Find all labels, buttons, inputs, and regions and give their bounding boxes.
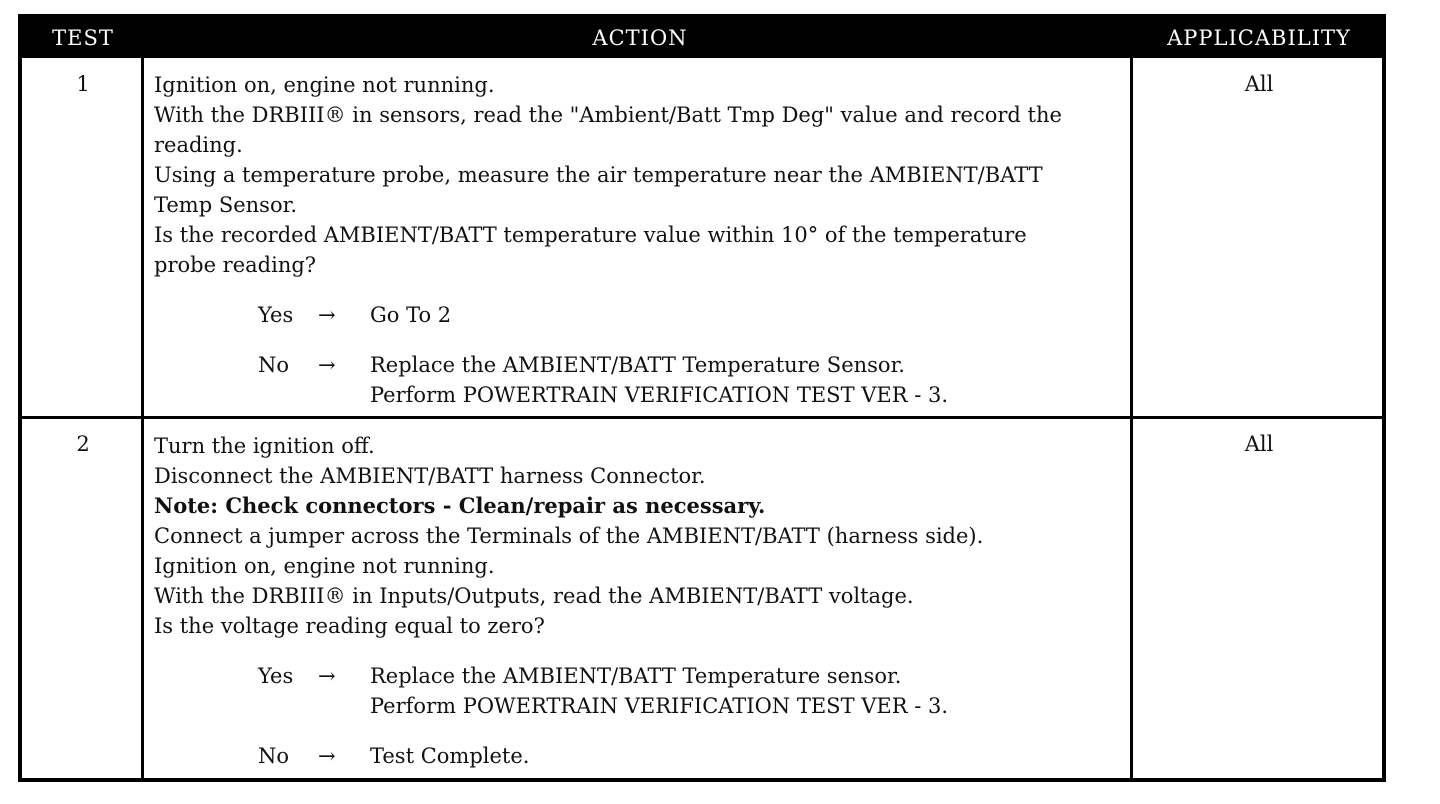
test-number: 2 [76,432,90,456]
action-step: With the DRBIII® in sensors, read the "Ambient/Batt Tmp Deg" value and record the [154,103,1062,127]
action-step: Is the recorded AMBIENT/BATT temperature value within 10° of the temperature [154,223,1027,247]
arrow-icon: → [318,664,336,688]
outcome-result: Perform POWERTRAIN VERIFICATION TEST VER - 3. [370,383,949,407]
outcome-label: Yes [258,303,294,327]
header-action: ACTION [592,26,688,50]
action-step: Connect a jumper across the Terminals of the AMBIENT/BATT (harness side). [154,524,984,548]
action-step: Is the voltage reading equal to zero? [154,614,545,638]
action-step: Disconnect the AMBIENT/BATT harness Connector. [154,464,706,488]
row-divider [22,416,1382,419]
action-step: probe reading? [154,253,317,277]
action-step: reading. [154,133,243,157]
outcome-result: Go To 2 [370,303,452,327]
outcome-label: Yes [258,664,294,688]
action-step: Temp Sensor. [154,193,298,217]
outcome-result: Replace the AMBIENT/BATT Temperature sensor. [370,664,902,688]
action-note: Note: Check connectors - Clean/repair as necessary. [154,493,766,518]
diagnostic-test-table [18,14,1386,782]
column-divider [141,58,144,782]
applicability-value: All [1244,72,1274,96]
arrow-icon: → [318,744,336,768]
outcome-result: Perform POWERTRAIN VERIFICATION TEST VER - 3. [370,694,949,718]
outcome-label: No [258,744,290,768]
outcome-label: No [258,353,290,377]
applicability-value: All [1244,432,1274,456]
arrow-icon: → [318,353,336,377]
outcome-result: Replace the AMBIENT/BATT Temperature Sensor. [370,353,905,377]
outcome-result: Test Complete. [370,744,530,768]
action-step: Ignition on, engine not running. [154,554,495,578]
action-step: Using a temperature probe, measure the air temperature near the AMBIENT/BATT [154,163,1043,187]
action-step: Turn the ignition off. [154,434,375,458]
action-steps [154,70,1134,280]
action-step: Ignition on, engine not running. [154,73,495,97]
header-test: TEST [52,26,114,50]
arrow-icon: → [318,303,336,327]
action-step: With the DRBIII® in Inputs/Outputs, read the AMBIENT/BATT voltage. [154,584,914,608]
action-steps [154,431,1134,641]
header-applicability: APPLICABILITY [1167,26,1351,50]
test-number: 1 [76,72,90,96]
table-header [22,18,1382,58]
